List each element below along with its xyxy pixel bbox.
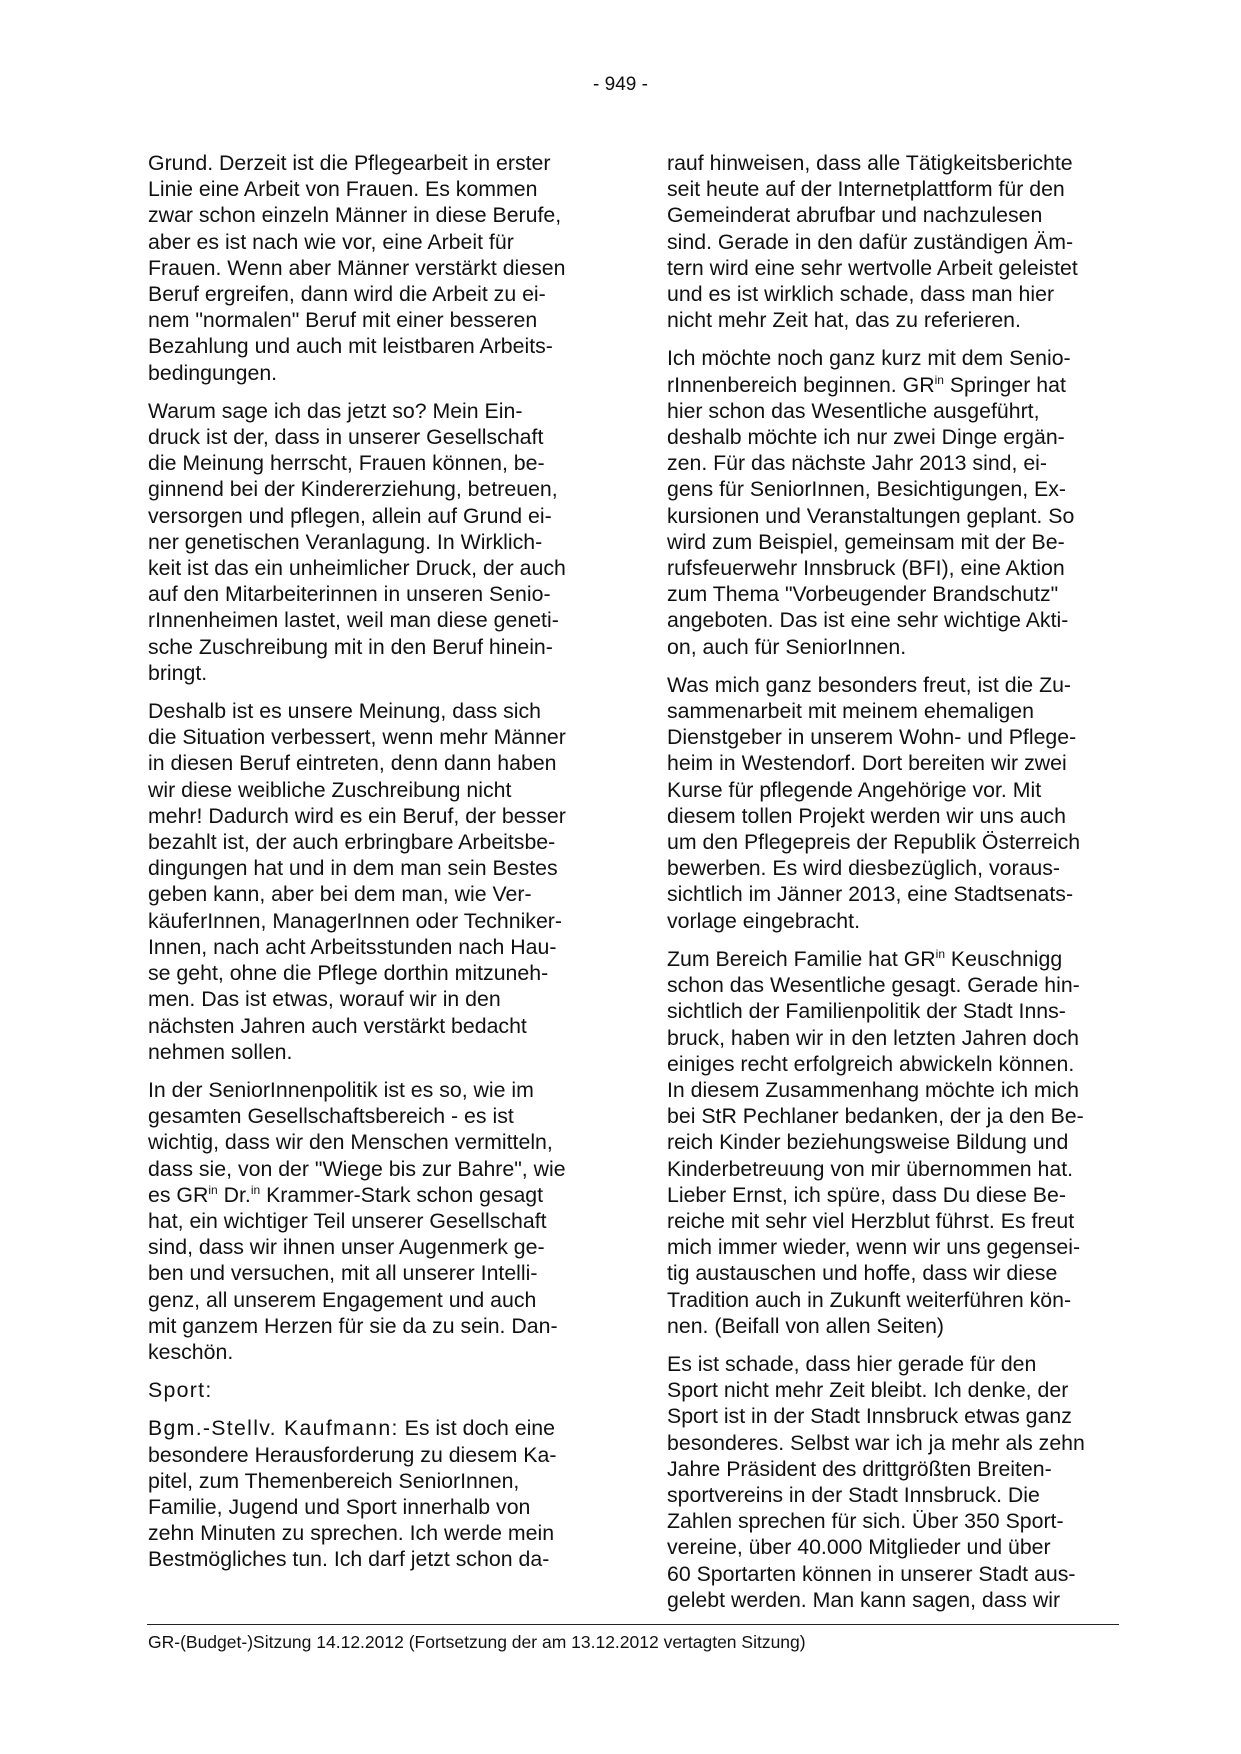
paragraph	[667, 345, 1117, 659]
text-run: Keuschnigg schon das Wesentliche gesagt. Gerade hin- sichtlich der Familienpolitik der Stadt Inns- bruck, haben wir in den letzten Jahren doch einiges recht erfolgreich abwickeln können. In diesem Zusammenhang möchte ich mich bei StR Pechlaner bedanken, der ja den Be- reich Kinder beziehungsweise Bildung und Kinderbetreuung von mir übernommen hat. Lieber Ernst, ich spüre, dass Du diese Be- reiche mit sehr viel Herzblut führst. Es freut mich immer wieder, wenn wir uns gegensei- tig austauschen und hoffe, dass wir diese Tradition auch in Zukunft weiterführen kön- nen. (Beifall von allen Seiten)	[667, 946, 1084, 1338]
text-run: Springer hat hier schon das Wesentliche ausgeführt, deshalb möchte ich nur zwei Dinge ergän- zen. Für das nächste Jahr 2013 sind, ei- gens für SeniorInnen, Besichtigungen, Ex- kursionen und Veranstaltungen geplant. So wird zum Beispiel, gemeinsam mit der Be- rufsfeuerwehr Innsbruck (BFI), eine Aktion zum Thema "Vorbeugender Brandschutz" angeboten. Das ist eine sehr wichtige Akti- on, auch für SeniorInnen.	[667, 372, 1075, 659]
paragraph	[148, 1077, 598, 1365]
text-run: Krammer-Stark schon gesagt hat, ein wichtiger Teil unserer Gesellschaft sind, dass wir ihnen unser Augenmerk ge- ben und versuchen, mit all unserer Intelli- genz, all unserem Engagement und auch mit ganzem Herzen für sie da zu sein. Dan- keschön.	[148, 1182, 558, 1364]
section-heading: Sport:	[148, 1378, 213, 1403]
paragraph	[148, 1415, 598, 1572]
text-run: Ich möchte noch ganz kurz mit dem Senio- rInnenbereich beginnen. GR	[667, 346, 1071, 397]
footer-divider	[147, 1624, 1119, 1625]
superscript: in	[935, 946, 945, 961]
page-number: - 949 -	[593, 74, 648, 95]
superscript: in	[208, 1182, 218, 1197]
paragraph: Es ist schade, dass hier gerade für den Sport nicht mehr Zeit bleibt. Ich denke, der Sport ist in der Stadt Innsbruck etwas ganz besonderes. Selbst war ich ja mehr als zehn Jahre Präsident des drittgrößten Breiten- sportvereins in der Stadt Innsbruck. Die Zahlen sprechen für sich. Über 350 Sport- vereine, über 40.000 Mitglieder und über 60 Sportarten können in unserer Stadt aus- gelebt werden. Man kann sagen, dass wir	[667, 1351, 1085, 1612]
left-column	[148, 150, 598, 1585]
text-run: Zum Bereich Familie hat GR	[667, 946, 936, 971]
speaker-name: Bgm.-Stellv. Kaufmann:	[148, 1416, 399, 1441]
paragraph: Deshalb ist es unsere Meinung, dass sich die Situation verbessert, wenn mehr Männer in diesen Beruf eintreten, denn dann haben wir diese weibliche Zuschreibung nicht mehr! Dadurch wird es ein Beruf, der besser bezahlt ist, der auch erbringbare Arbeitsbe- dingungen hat und in dem man sein Bestes geben kann, aber bei dem man, wie Ver- käuferInnen, ManagerInnen oder Techniker- Innen, nach acht Arbeitsstunden nach Hau- se geht, ohne die Pflege dorthin mitzuneh- men. Das ist etwas, worauf wir in den nächsten Jahren auch verstärkt bedacht nehmen sollen.	[148, 699, 566, 1064]
superscript: in	[934, 372, 944, 387]
paragraph: rauf hinweisen, dass alle Tätigkeitsberichte seit heute auf der Internetplattform für den Gemeinderat abrufbar und nachzulesen sind. Gerade in den dafür zuständigen Äm- tern wird eine sehr wertvolle Arbeit geleistet und es ist wirklich schade, dass man hier nicht mehr Zeit hat, das zu referieren.	[667, 151, 1078, 333]
text-run: Es ist doch eine besondere Herausforderung zu diesem Ka- pitel, zum Themenbereich SeniorInnen, Familie, Jugend und Sport innerhalb von zehn Minuten zu sprechen. Ich werde mein Bestmögliches tun. Ich darf jetzt schon da-	[148, 1416, 557, 1572]
paragraph: Grund. Derzeit ist die Pflegearbeit in erster Linie eine Arbeit von Frauen. Es kommen zwar schon einzeln Männer in diese Berufe, aber es ist nach wie vor, eine Arbeit für Frauen. Wenn aber Männer verstärkt diesen Beruf ergreifen, dann wird die Arbeit zu ei- nem "normalen" Beruf mit einer besseren Bezahlung und auch mit leistbaren Arbeits- bedingungen.	[148, 151, 566, 385]
footer-text: GR-(Budget-)Sitzung 14.12.2012 (Fortsetzung der am 13.12.2012 vertagten Sitzung)	[148, 1632, 806, 1652]
text-run: Dr.	[217, 1182, 251, 1207]
right-column	[667, 150, 1117, 1625]
text-run: In der SeniorInnenpolitik ist es so, wie im gesamten Gesellschaftsbereich - es ist wichtig, dass wir den Menschen vermitteln, dass sie, von der "Wiege bis zur Bahre", wie es GR	[148, 1077, 566, 1207]
paragraph	[667, 946, 1117, 1339]
superscript: in	[250, 1182, 261, 1197]
paragraph: Warum sage ich das jetzt so? Mein Ein- druck ist der, dass in unserer Gesellschaft die Meinung herrscht, Frauen können, be- ginnend bei der Kindererziehung, betreuen, versorgen und pflegen, allein auf Grund ei- ner genetischen Veranlagung. In Wirklich- keit ist das ein unheimlicher Druck, der auch auf den Mitarbeiterinnen in unseren Senio- rInnenheimen lastet, weil man diese geneti- sche Zuschreibung mit in den Beruf hinein- bringt.	[148, 398, 566, 685]
paragraph: Was mich ganz besonders freut, ist die Zu- sammenarbeit mit meinem ehemaligen Dienstgeber in unserem Wohn- und Pflege- heim in Westendorf. Dort bereiten wir zwei Kurse für pflegende Angehörige vor. Mit diesem tollen Projekt werden wir uns auch um den Pflegepreis der Republik Österreich bewerben. Es wird diesbezüglich, voraus- sichtlich im Jänner 2013, eine Stadtsenats- vorlage eingebracht.	[667, 672, 1081, 933]
